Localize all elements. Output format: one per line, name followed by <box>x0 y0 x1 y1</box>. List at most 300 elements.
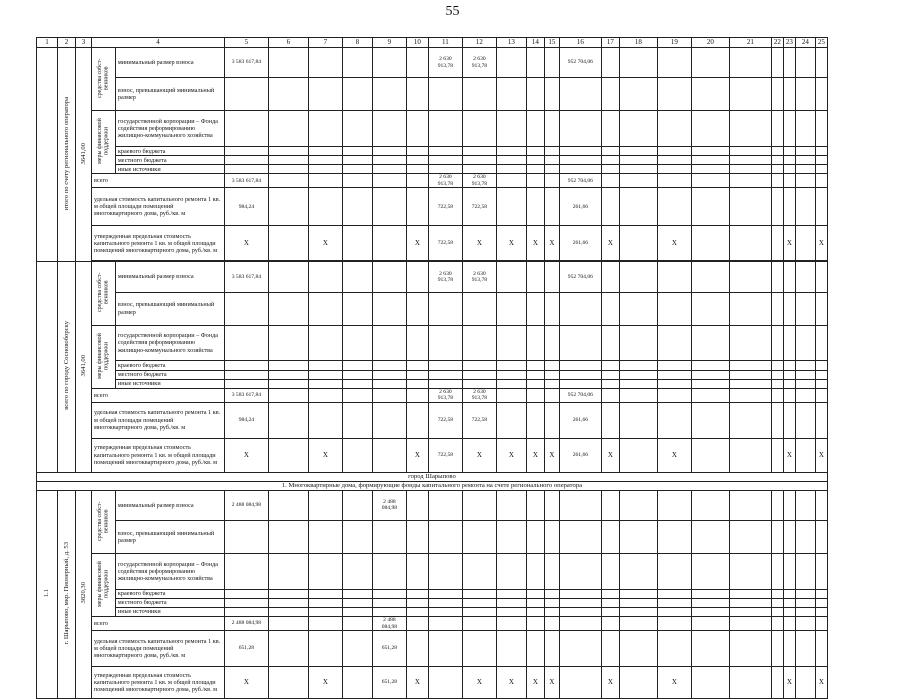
empty-cell <box>308 78 342 111</box>
empty-cell <box>691 48 729 78</box>
cell: 261,66 <box>559 402 601 438</box>
empty-cell <box>657 262 691 292</box>
empty-cell <box>815 325 827 361</box>
empty-cell <box>308 147 342 156</box>
owner-funds-label: средства собст-венников <box>92 48 116 111</box>
empty-cell <box>691 262 729 292</box>
empty-cell <box>462 589 496 598</box>
empty-cell <box>783 361 795 370</box>
owner-funds-label: средства собст-венников <box>92 262 116 325</box>
cell: X <box>462 438 496 472</box>
empty-cell <box>268 174 308 188</box>
empty-cell <box>657 48 691 78</box>
empty-cell <box>308 607 342 616</box>
empty-cell <box>496 402 526 438</box>
empty-cell <box>783 379 795 388</box>
table-row <box>37 666 828 698</box>
empty-cell <box>496 78 526 111</box>
cell: 722,58 <box>428 226 462 261</box>
cell: 722,58 <box>428 438 462 472</box>
empty-cell <box>342 589 372 598</box>
empty-cell <box>601 490 619 520</box>
empty-cell <box>342 361 372 370</box>
table-row <box>37 174 828 188</box>
empty-cell <box>771 262 783 292</box>
empty-cell <box>406 490 428 520</box>
empty-cell <box>729 147 771 156</box>
empty-cell <box>657 325 691 361</box>
empty-cell <box>795 147 815 156</box>
cell: 984,24 <box>224 402 268 438</box>
empty-cell <box>783 78 795 111</box>
empty-cell <box>268 553 308 589</box>
section-heading: 1. Многоквартирные дома, формирующие фонды капитального ремонта на счете регионального оператора <box>37 481 828 490</box>
empty-cell <box>496 361 526 370</box>
empty-cell <box>691 388 729 402</box>
table-row <box>37 165 828 174</box>
empty-cell <box>342 402 372 438</box>
cell: 2 630 913,78 <box>462 388 496 402</box>
empty-cell <box>771 438 783 472</box>
empty-cell <box>559 165 601 174</box>
empty-cell <box>372 598 406 607</box>
empty-cell <box>342 607 372 616</box>
empty-cell <box>268 165 308 174</box>
empty-cell <box>729 520 771 553</box>
empty-cell <box>815 165 827 174</box>
empty-cell <box>496 111 526 147</box>
empty-cell <box>342 438 372 472</box>
cell: 2 630 913,78 <box>462 48 496 78</box>
empty-cell <box>372 325 406 361</box>
empty-cell <box>795 188 815 226</box>
empty-cell <box>619 598 657 607</box>
empty-cell <box>224 598 268 607</box>
empty-cell <box>815 78 827 111</box>
empty-cell <box>795 262 815 292</box>
empty-cell <box>729 370 771 379</box>
empty-cell <box>771 490 783 520</box>
cell: X <box>783 666 795 698</box>
cell: 2 488 084,98 <box>224 490 268 520</box>
empty-cell <box>657 165 691 174</box>
empty-cell <box>462 325 496 361</box>
empty-cell <box>783 402 795 438</box>
empty-cell <box>372 156 406 165</box>
empty-cell <box>657 402 691 438</box>
empty-cell <box>526 48 544 78</box>
empty-cell <box>268 438 308 472</box>
cell: X <box>601 438 619 472</box>
capital-repair-table <box>36 37 828 699</box>
empty-cell <box>406 361 428 370</box>
empty-cell <box>771 174 783 188</box>
empty-cell <box>496 147 526 156</box>
empty-cell <box>372 520 406 553</box>
empty-cell <box>428 165 462 174</box>
empty-cell <box>729 388 771 402</box>
empty-cell <box>601 402 619 438</box>
block-2-area: 3641,00 <box>76 262 92 472</box>
empty-cell <box>342 666 372 698</box>
empty-cell <box>729 361 771 370</box>
table-row <box>37 589 828 598</box>
empty-cell <box>771 292 783 325</box>
empty-cell <box>619 607 657 616</box>
empty-cell <box>406 156 428 165</box>
over-fee-label: взнос, превышающий минимальный размер <box>115 520 224 553</box>
empty-cell <box>601 520 619 553</box>
empty-cell <box>544 402 559 438</box>
empty-cell <box>795 388 815 402</box>
max-cost-label: утвержденная предельная стоимость капитального ремонта 1 кв. м общей площади помещений многоквартирного дома, руб./кв. м <box>92 666 225 698</box>
empty-cell <box>308 111 342 147</box>
empty-cell <box>268 598 308 607</box>
cell: X <box>224 438 268 472</box>
col-header: 16 <box>559 38 601 48</box>
empty-cell <box>729 165 771 174</box>
empty-cell <box>619 262 657 292</box>
empty-cell <box>372 111 406 147</box>
cell: X <box>544 438 559 472</box>
empty-cell <box>406 589 428 598</box>
empty-cell <box>428 598 462 607</box>
cell: 722,58 <box>428 402 462 438</box>
empty-cell <box>729 262 771 292</box>
empty-cell <box>795 325 815 361</box>
empty-cell <box>268 402 308 438</box>
cell: X <box>783 438 795 472</box>
empty-cell <box>771 78 783 111</box>
empty-cell <box>526 147 544 156</box>
empty-cell <box>268 325 308 361</box>
empty-cell <box>342 370 372 379</box>
empty-cell <box>783 188 795 226</box>
empty-cell <box>795 617 815 631</box>
table-row <box>37 617 828 631</box>
empty-cell <box>462 607 496 616</box>
empty-cell <box>729 553 771 589</box>
empty-cell <box>657 607 691 616</box>
empty-cell <box>428 630 462 666</box>
empty-cell <box>406 607 428 616</box>
empty-cell <box>771 361 783 370</box>
empty-cell <box>619 589 657 598</box>
col-header: 19 <box>657 38 691 48</box>
krai-label: краевого бюджета <box>115 361 224 370</box>
block-2-num <box>37 262 58 472</box>
cell: 3 583 617,84 <box>224 388 268 402</box>
empty-cell <box>691 598 729 607</box>
empty-cell <box>342 520 372 553</box>
empty-cell <box>795 370 815 379</box>
empty-cell <box>815 48 827 78</box>
empty-cell <box>526 388 544 402</box>
empty-cell <box>372 370 406 379</box>
cell: X <box>544 666 559 698</box>
empty-cell <box>372 589 406 598</box>
empty-cell <box>783 48 795 78</box>
empty-cell <box>308 370 342 379</box>
cell: X <box>406 226 428 261</box>
empty-cell <box>268 262 308 292</box>
empty-cell <box>462 630 496 666</box>
min-fee-label: минимальный размер взноса <box>115 262 224 292</box>
empty-cell <box>771 379 783 388</box>
item-address: г. Шарыпово, мкр. Пионерный, д. 53 <box>58 490 76 698</box>
empty-cell <box>815 598 827 607</box>
empty-cell <box>544 490 559 520</box>
empty-cell <box>815 292 827 325</box>
empty-cell <box>783 165 795 174</box>
other-label: иные источники <box>115 379 224 388</box>
empty-cell <box>462 370 496 379</box>
empty-cell <box>526 490 544 520</box>
empty-cell <box>601 165 619 174</box>
table-row <box>37 402 828 438</box>
empty-cell <box>406 325 428 361</box>
cell: 2 630 913,78 <box>462 262 496 292</box>
empty-cell <box>771 147 783 156</box>
empty-cell <box>342 617 372 631</box>
empty-cell <box>308 361 342 370</box>
cell: X <box>657 666 691 698</box>
empty-cell <box>406 292 428 325</box>
empty-cell <box>729 402 771 438</box>
empty-cell <box>268 226 308 261</box>
col-header: 1 <box>37 38 58 48</box>
empty-cell <box>783 607 795 616</box>
empty-cell <box>795 379 815 388</box>
empty-cell <box>729 188 771 226</box>
col-header: 17 <box>601 38 619 48</box>
empty-cell <box>657 174 691 188</box>
empty-cell <box>601 262 619 292</box>
empty-cell <box>657 156 691 165</box>
empty-cell <box>428 490 462 520</box>
empty-cell <box>619 490 657 520</box>
empty-cell <box>691 402 729 438</box>
empty-cell <box>815 490 827 520</box>
empty-cell <box>428 607 462 616</box>
cell: X <box>601 666 619 698</box>
city-row <box>37 472 828 481</box>
empty-cell <box>815 174 827 188</box>
local-label: местного бюджета <box>115 370 224 379</box>
cell: X <box>526 438 544 472</box>
col-header: 12 <box>462 38 496 48</box>
section-row <box>37 481 828 490</box>
empty-cell <box>224 361 268 370</box>
empty-cell <box>224 370 268 379</box>
empty-cell <box>268 370 308 379</box>
empty-cell <box>496 490 526 520</box>
table-row <box>37 226 828 261</box>
empty-cell <box>462 361 496 370</box>
max-cost-label: утвержденная предельная стоимость капитального ремонта 1 кв. м общей площади помещений многоквартирного дома, руб./кв. м <box>92 226 225 261</box>
empty-cell <box>691 617 729 631</box>
empty-cell <box>526 379 544 388</box>
col-header: 13 <box>496 38 526 48</box>
empty-cell <box>691 78 729 111</box>
empty-cell <box>815 520 827 553</box>
block-1-title: итого по счету регионального оператора <box>58 48 76 262</box>
cell: 3 583 617,84 <box>224 174 268 188</box>
cell: X <box>526 666 544 698</box>
empty-cell <box>795 402 815 438</box>
cell: 2 630 913,78 <box>428 48 462 78</box>
empty-cell <box>308 379 342 388</box>
empty-cell <box>795 156 815 165</box>
empty-cell <box>795 292 815 325</box>
empty-cell <box>657 78 691 111</box>
empty-cell <box>771 630 783 666</box>
empty-cell <box>462 617 496 631</box>
empty-cell <box>496 617 526 631</box>
local-label: местного бюджета <box>115 156 224 165</box>
empty-cell <box>526 598 544 607</box>
empty-cell <box>559 630 601 666</box>
table-row <box>37 388 828 402</box>
empty-cell <box>308 325 342 361</box>
empty-cell <box>657 292 691 325</box>
empty-cell <box>428 156 462 165</box>
empty-cell <box>729 78 771 111</box>
empty-cell <box>268 379 308 388</box>
empty-cell <box>544 147 559 156</box>
empty-cell <box>544 156 559 165</box>
empty-cell <box>619 666 657 698</box>
empty-cell <box>783 262 795 292</box>
block-2-title: всего по городу Сосновоборску <box>58 262 76 472</box>
owner-funds-label: средства собст-венников <box>92 490 116 553</box>
empty-cell <box>308 490 342 520</box>
cell: X <box>815 666 827 698</box>
empty-cell <box>771 388 783 402</box>
table-row <box>37 147 828 156</box>
empty-cell <box>691 188 729 226</box>
empty-cell <box>308 589 342 598</box>
empty-cell <box>619 292 657 325</box>
empty-cell <box>771 598 783 607</box>
empty-cell <box>308 598 342 607</box>
empty-cell <box>815 147 827 156</box>
empty-cell <box>544 165 559 174</box>
cell: X <box>815 226 827 261</box>
cell: 952 704,06 <box>559 48 601 78</box>
empty-cell <box>559 589 601 598</box>
cell: X <box>308 226 342 261</box>
cell: X <box>496 666 526 698</box>
empty-cell <box>268 156 308 165</box>
col-header: 9 <box>372 38 406 48</box>
empty-cell <box>657 490 691 520</box>
total-label: всего <box>92 174 225 188</box>
empty-cell <box>783 388 795 402</box>
empty-cell <box>783 630 795 666</box>
empty-cell <box>795 589 815 598</box>
empty-cell <box>815 607 827 616</box>
empty-cell <box>795 553 815 589</box>
cell: X <box>462 666 496 698</box>
empty-cell <box>691 370 729 379</box>
empty-cell <box>496 325 526 361</box>
empty-cell <box>526 165 544 174</box>
empty-cell <box>308 48 342 78</box>
empty-cell <box>462 147 496 156</box>
empty-cell <box>406 78 428 111</box>
empty-cell <box>691 165 729 174</box>
empty-cell <box>372 188 406 226</box>
table-row <box>37 553 828 589</box>
empty-cell <box>428 111 462 147</box>
empty-cell <box>657 630 691 666</box>
empty-cell <box>428 78 462 111</box>
cell: 651,28 <box>372 666 406 698</box>
empty-cell <box>526 402 544 438</box>
empty-cell <box>496 156 526 165</box>
empty-cell <box>559 156 601 165</box>
empty-cell <box>783 370 795 379</box>
empty-cell <box>308 165 342 174</box>
empty-cell <box>224 325 268 361</box>
empty-cell <box>619 402 657 438</box>
empty-cell <box>428 617 462 631</box>
empty-cell <box>406 598 428 607</box>
empty-cell <box>526 156 544 165</box>
empty-cell <box>544 388 559 402</box>
cell: 952 704,06 <box>559 388 601 402</box>
empty-cell <box>657 370 691 379</box>
empty-cell <box>496 388 526 402</box>
cell: 651,28 <box>224 630 268 666</box>
cell: 261,66 <box>559 188 601 226</box>
empty-cell <box>729 325 771 361</box>
empty-cell <box>462 598 496 607</box>
empty-cell <box>771 589 783 598</box>
col-header: 15 <box>544 38 559 48</box>
empty-cell <box>544 520 559 553</box>
empty-cell <box>544 174 559 188</box>
empty-cell <box>729 111 771 147</box>
cell: X <box>815 438 827 472</box>
empty-cell <box>691 490 729 520</box>
empty-cell <box>783 174 795 188</box>
cell: 651,28 <box>372 630 406 666</box>
empty-cell <box>342 379 372 388</box>
empty-cell <box>771 325 783 361</box>
krai-label: краевого бюджета <box>115 589 224 598</box>
empty-cell <box>544 262 559 292</box>
empty-cell <box>406 630 428 666</box>
empty-cell <box>771 48 783 78</box>
column-number-row <box>37 38 828 48</box>
cell: X <box>406 666 428 698</box>
empty-cell <box>268 630 308 666</box>
empty-cell <box>496 262 526 292</box>
empty-cell <box>462 111 496 147</box>
empty-cell <box>771 156 783 165</box>
empty-cell <box>372 388 406 402</box>
city-heading: город Шарыпово <box>37 472 828 481</box>
col-header: 24 <box>795 38 815 48</box>
empty-cell <box>795 666 815 698</box>
empty-cell <box>691 361 729 370</box>
empty-cell <box>268 48 308 78</box>
empty-cell <box>601 174 619 188</box>
empty-cell <box>771 165 783 174</box>
empty-cell <box>496 607 526 616</box>
